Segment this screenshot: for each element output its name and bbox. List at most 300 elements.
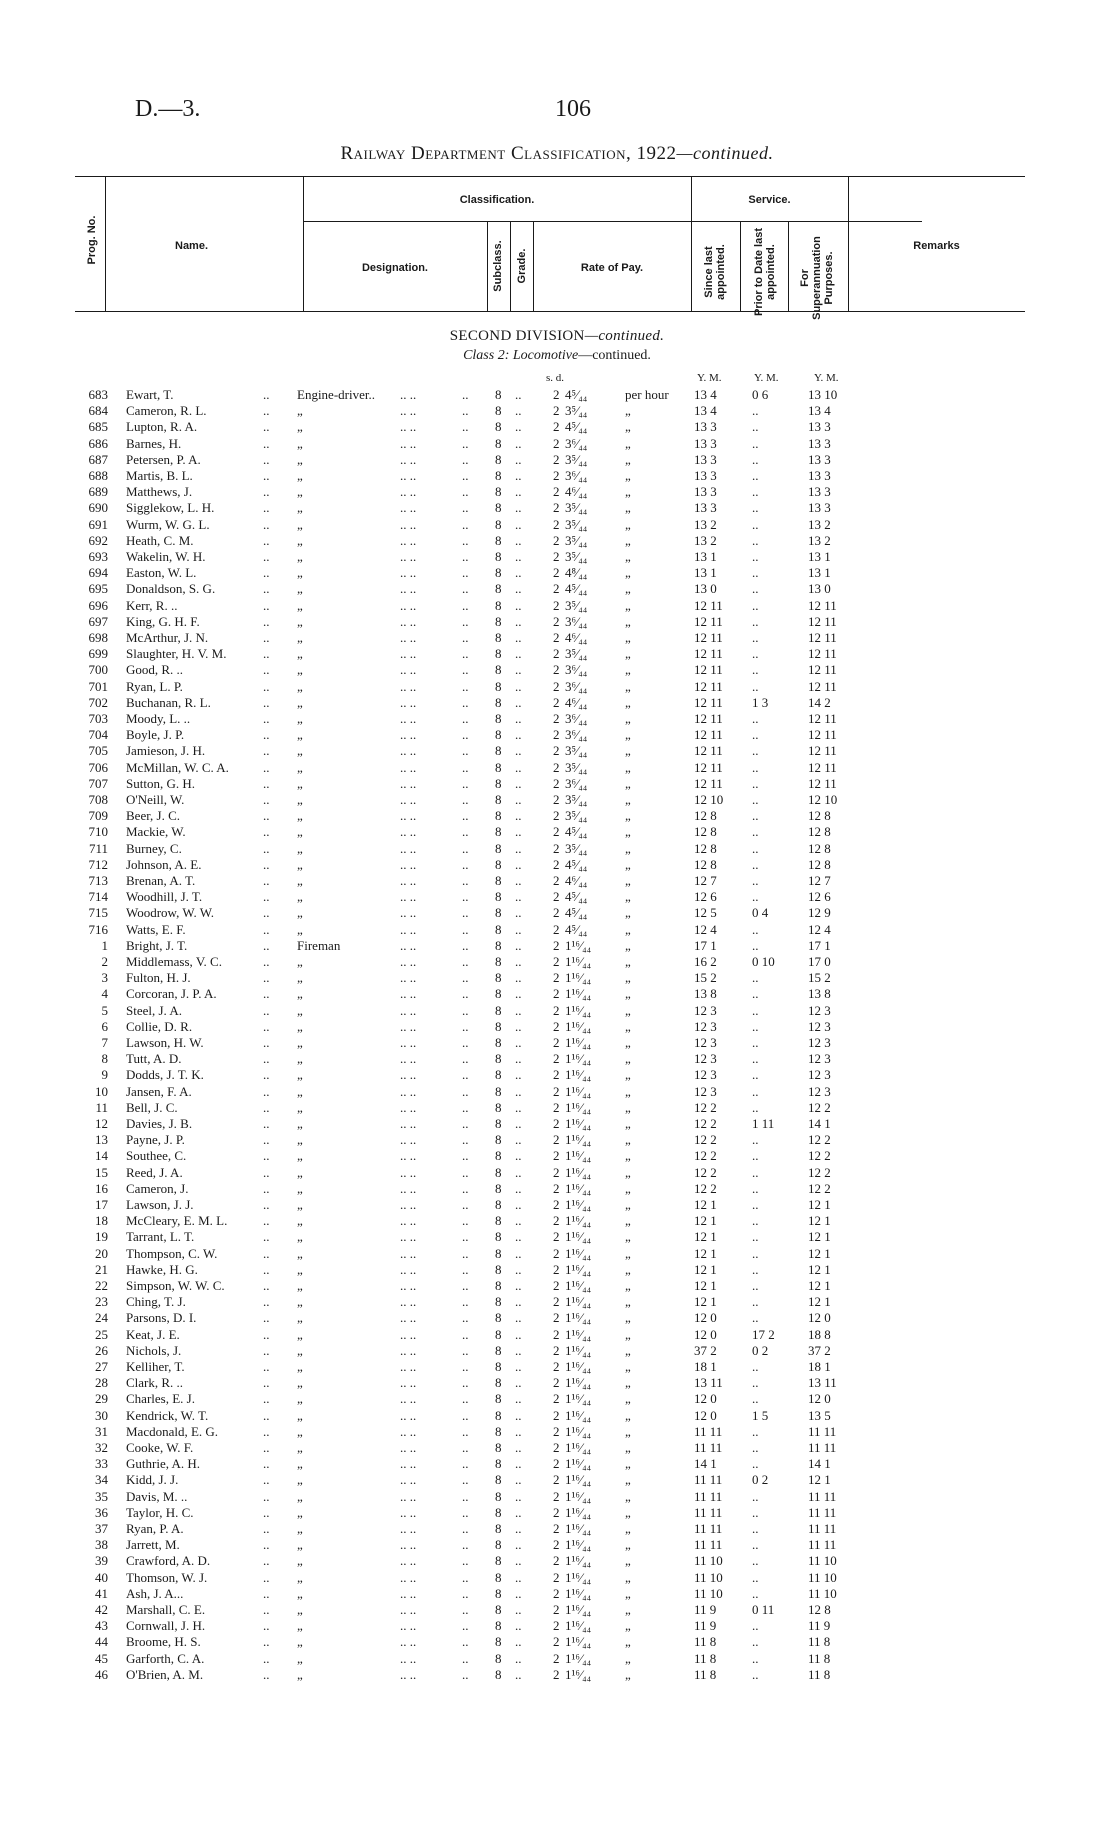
leader-dots: .. .. — [400, 1585, 417, 1601]
prog-no: 27 — [95, 1359, 108, 1374]
rate-unit: „ — [625, 1310, 631, 1326]
leader-dots: .. .. — [400, 468, 417, 483]
leader-dots: .. — [462, 856, 469, 872]
service-superannuation: 12 4 — [808, 921, 831, 937]
employee-name: Sigglekow, L. H. — [126, 500, 215, 516]
leader-dots: .. .. — [400, 1148, 417, 1164]
service-superannuation: 12 2 — [808, 1099, 831, 1115]
subclass: 8 — [495, 565, 502, 581]
leader-dots: .. — [462, 1650, 469, 1666]
service-prior: .. — [752, 1164, 759, 1180]
leader-dots: .. .. — [400, 727, 417, 743]
service-superannuation: 14 2 — [808, 694, 831, 710]
grade: 2 — [553, 387, 560, 402]
prog-no: 7 — [101, 1035, 108, 1050]
service-since-appointed: 12 3 — [694, 1002, 717, 1018]
designation: „ — [297, 435, 303, 451]
employee-name: McArthur, J. N. — [126, 630, 209, 645]
leader-dots: .. — [462, 889, 469, 905]
prog-no: 715 — [88, 905, 108, 921]
rate-of-pay: 1¹⁶⁄₄₄ — [565, 1602, 592, 1617]
leader-dots: .. — [515, 759, 522, 775]
leader-dots: .. — [263, 1537, 270, 1553]
leader-dots: .. — [462, 711, 469, 726]
leader-dots: .. — [263, 549, 270, 564]
grade: 2 — [553, 1229, 560, 1245]
subclass: 8 — [495, 1618, 502, 1634]
designation: „ — [297, 1229, 303, 1245]
prog-no: 35 — [95, 1488, 108, 1504]
service-superannuation: 12 1 — [808, 1197, 831, 1212]
rate-unit: „ — [625, 1456, 631, 1472]
rate-of-pay: 1¹⁶⁄₄₄ — [565, 1440, 592, 1455]
prog-no: 32 — [95, 1440, 108, 1455]
leader-dots: .. — [515, 1375, 522, 1391]
leader-dots: .. — [263, 1132, 270, 1148]
service-prior: .. — [752, 1067, 759, 1083]
leader-dots: .. — [462, 581, 469, 597]
leader-dots: .. .. — [400, 1423, 417, 1439]
rate-unit: „ — [625, 1585, 631, 1601]
rate-of-pay: 1¹⁶⁄₄₄ — [565, 1245, 592, 1261]
leader-dots: .. — [515, 1456, 522, 1472]
employee-name: Ching, T. J. — [126, 1294, 186, 1310]
grade: 2 — [553, 856, 560, 872]
leader-dots: .. — [462, 808, 469, 824]
rate-of-pay: 1¹⁶⁄₄₄ — [565, 1164, 592, 1180]
leader-dots: .. — [515, 1099, 522, 1115]
prog-no: 698 — [88, 630, 108, 645]
leader-dots: .. — [462, 403, 469, 419]
leader-dots: .. .. — [400, 1342, 417, 1358]
table-row — [0, 1310, 1114, 1326]
leader-dots: .. — [263, 808, 270, 824]
leader-dots: .. — [263, 1472, 270, 1488]
grade: 2 — [553, 1472, 560, 1488]
service-since-appointed: 11 11 — [694, 1440, 723, 1455]
leader-dots: .. — [462, 759, 469, 775]
prog-no: 689 — [88, 484, 108, 500]
prog-no: 1 — [101, 937, 108, 953]
designation: Fireman — [297, 937, 341, 953]
service-prior: .. — [752, 840, 759, 856]
leader-dots: .. — [515, 1180, 522, 1196]
service-prior: .. — [752, 1504, 759, 1520]
grade: 2 — [553, 1213, 560, 1229]
grade: 2 — [553, 403, 560, 419]
title-main: Railway Department Classification, 1922 — [340, 143, 677, 164]
employee-name: Hawke, H. G. — [126, 1261, 198, 1277]
subclass: 8 — [495, 1326, 502, 1342]
rate-unit: „ — [625, 1375, 631, 1391]
prog-no: 9 — [101, 1067, 108, 1083]
service-prior: 0 4 — [752, 905, 769, 921]
subclass: 8 — [495, 1407, 502, 1423]
service-prior: .. — [752, 1245, 759, 1261]
rate-of-pay: 1¹⁶⁄₄₄ — [565, 1051, 592, 1067]
table-row — [0, 1570, 1114, 1586]
rate-of-pay: 1¹⁶⁄₄₄ — [565, 1116, 592, 1131]
leader-dots: .. — [515, 1472, 522, 1488]
rate-unit: „ — [625, 792, 631, 807]
table-row — [0, 922, 1114, 938]
service-since-appointed: 13 4 — [694, 387, 717, 402]
subclass: 8 — [495, 678, 502, 694]
leader-dots: .. .. — [400, 662, 417, 678]
table-row — [0, 1424, 1114, 1440]
designation: „ — [297, 873, 303, 888]
employee-name: Cornwall, J. H. — [126, 1618, 206, 1634]
subclass: 8 — [495, 1472, 502, 1488]
table-row — [0, 1327, 1114, 1343]
prog-no: 697 — [88, 613, 108, 629]
rate-unit: „ — [625, 1326, 631, 1342]
leader-dots: .. — [263, 856, 270, 872]
header-classification: Classification. — [459, 194, 535, 206]
leader-dots: .. .. — [400, 630, 417, 645]
service-superannuation: 12 8 — [808, 840, 831, 856]
units-ym-super: Y. M. — [814, 372, 839, 384]
subclass: 8 — [495, 970, 502, 986]
leader-dots: .. — [263, 1116, 270, 1131]
grade: 2 — [553, 1132, 560, 1148]
service-since-appointed: 12 11 — [694, 759, 723, 775]
service-superannuation: 12 7 — [808, 873, 831, 888]
subclass: 8 — [495, 1521, 502, 1536]
grade: 2 — [553, 1440, 560, 1455]
leader-dots: .. — [263, 1375, 270, 1391]
service-superannuation: 13 3 — [808, 500, 831, 516]
service-since-appointed: 12 1 — [694, 1294, 717, 1310]
rate-of-pay: 3⁶⁄₄₄ — [565, 662, 588, 678]
service-prior: .. — [752, 532, 759, 548]
leader-dots: .. — [515, 1148, 522, 1164]
rate-of-pay: 1¹⁶⁄₄₄ — [565, 1375, 592, 1391]
rate-of-pay: 1¹⁶⁄₄₄ — [565, 1342, 592, 1358]
service-since-appointed: 13 1 — [694, 549, 717, 564]
leader-dots: .. — [263, 1504, 270, 1520]
leader-dots: .. — [462, 1472, 469, 1488]
leader-dots: .. .. — [400, 856, 417, 872]
service-superannuation: 17 0 — [808, 954, 831, 969]
rate-of-pay: 3⁵⁄₄₄ — [565, 532, 588, 548]
leader-dots: .. .. — [400, 1180, 417, 1196]
table-row — [0, 679, 1114, 695]
rate-unit: „ — [625, 873, 631, 888]
rate-of-pay: 1¹⁶⁄₄₄ — [565, 970, 592, 986]
service-superannuation: 12 11 — [808, 646, 837, 662]
grade: 2 — [553, 613, 560, 629]
designation: „ — [297, 565, 303, 581]
rate-unit: „ — [625, 549, 631, 564]
units-ym-since: Y. M. — [697, 372, 722, 384]
designation: „ — [297, 581, 303, 597]
service-since-appointed: 17 1 — [694, 937, 717, 953]
leader-dots: .. — [263, 1521, 270, 1536]
service-since-appointed: 12 11 — [694, 727, 723, 743]
service-superannuation: 12 2 — [808, 1132, 831, 1148]
employee-name: Crawford, A. D. — [126, 1553, 211, 1569]
leader-dots: .. — [462, 1326, 469, 1342]
leader-dots: .. .. — [400, 613, 417, 629]
table-row — [0, 1116, 1114, 1132]
service-prior: .. — [752, 1310, 759, 1326]
prog-no: 24 — [95, 1310, 108, 1326]
prog-no: 12 — [95, 1116, 108, 1131]
rate-unit: „ — [625, 516, 631, 532]
rate-of-pay: 4⁶⁄₄₄ — [565, 484, 588, 500]
header-prior-to-date: Prior to Date last appointed. — [753, 227, 777, 317]
prog-no: 38 — [95, 1537, 108, 1553]
grade: 2 — [553, 1083, 560, 1099]
rate-of-pay: 3⁶⁄₄₄ — [565, 678, 588, 694]
subclass: 8 — [495, 387, 502, 402]
service-superannuation: 12 11 — [808, 613, 837, 629]
service-since-appointed: 12 1 — [694, 1278, 717, 1293]
leader-dots: .. — [515, 937, 522, 953]
page-number: 106 — [555, 96, 591, 122]
service-since-appointed: 11 9 — [694, 1618, 717, 1634]
service-prior: .. — [752, 1018, 759, 1034]
designation: „ — [297, 1634, 303, 1650]
grade: 2 — [553, 500, 560, 516]
table-row — [0, 1262, 1114, 1278]
leader-dots: .. — [515, 1585, 522, 1601]
leader-dots: .. — [462, 1488, 469, 1504]
leader-dots: .. — [462, 824, 469, 840]
employee-name: Taylor, H. C. — [126, 1504, 194, 1520]
header-remarks: Remarks — [913, 240, 960, 252]
leader-dots: .. — [263, 1035, 270, 1050]
service-prior: .. — [752, 1051, 759, 1067]
leader-dots: .. — [263, 1213, 270, 1229]
designation: „ — [297, 694, 303, 710]
subclass: 8 — [495, 468, 502, 483]
leader-dots: .. — [263, 840, 270, 856]
col-divider — [510, 221, 511, 312]
service-prior: 0 2 — [752, 1342, 769, 1358]
designation: „ — [297, 1537, 303, 1553]
grade: 2 — [553, 435, 560, 451]
prog-no: 40 — [95, 1569, 108, 1585]
rate-of-pay: 1¹⁶⁄₄₄ — [565, 1423, 592, 1439]
employee-name: Fulton, H. J. — [126, 970, 191, 986]
grade: 2 — [553, 1002, 560, 1018]
service-since-appointed: 12 11 — [694, 597, 723, 613]
leader-dots: .. — [462, 662, 469, 678]
service-prior: .. — [752, 1423, 759, 1439]
service-since-appointed: 12 3 — [694, 1083, 717, 1099]
service-superannuation: 13 2 — [808, 516, 831, 532]
service-since-appointed: 13 8 — [694, 986, 717, 1002]
leader-dots: .. — [515, 387, 522, 402]
rate-unit: „ — [625, 1359, 631, 1374]
leader-dots: .. — [462, 1521, 469, 1536]
col-divider — [740, 221, 741, 312]
grade: 2 — [553, 1391, 560, 1407]
rate-unit: „ — [625, 1391, 631, 1407]
leader-dots: .. — [515, 597, 522, 613]
leader-dots: .. — [263, 516, 270, 532]
rate-of-pay: 1¹⁶⁄₄₄ — [565, 1035, 592, 1050]
rate-of-pay: 3⁶⁄₄₄ — [565, 775, 588, 791]
grade: 2 — [553, 824, 560, 840]
leader-dots: .. — [462, 1083, 469, 1099]
service-since-appointed: 12 8 — [694, 808, 717, 824]
grade: 2 — [553, 905, 560, 921]
prog-no: 19 — [95, 1229, 108, 1245]
service-prior: .. — [752, 1391, 759, 1407]
table-row — [0, 1667, 1114, 1683]
service-prior: .. — [752, 468, 759, 483]
prog-no: 683 — [88, 387, 108, 402]
subclass: 8 — [495, 905, 502, 921]
leader-dots: .. — [462, 775, 469, 791]
leader-dots: .. — [263, 387, 270, 402]
employee-name: Bell, J. C. — [126, 1099, 178, 1115]
service-since-appointed: 11 9 — [694, 1602, 717, 1617]
employee-name: Brenan, A. T. — [126, 873, 196, 888]
leader-dots: .. — [462, 1278, 469, 1293]
subclass: 8 — [495, 630, 502, 645]
subclass: 8 — [495, 1294, 502, 1310]
leader-dots: .. .. — [400, 1391, 417, 1407]
leader-dots: .. — [515, 1488, 522, 1504]
leader-dots: .. — [515, 727, 522, 743]
service-since-appointed: 12 4 — [694, 921, 717, 937]
rate-of-pay: 1¹⁶⁄₄₄ — [565, 1326, 592, 1342]
employee-name: Ryan, P. A. — [126, 1521, 184, 1536]
leader-dots: .. .. — [400, 1456, 417, 1472]
leader-dots: .. — [462, 613, 469, 629]
employee-name: Good, R. .. — [126, 662, 184, 678]
service-since-appointed: 12 0 — [694, 1326, 717, 1342]
rate-unit: „ — [625, 1618, 631, 1634]
subclass: 8 — [495, 516, 502, 532]
employee-name: Ewart, T. — [126, 387, 174, 402]
designation: „ — [297, 662, 303, 678]
leader-dots: .. .. — [400, 1569, 417, 1585]
rate-of-pay: 1¹⁶⁄₄₄ — [565, 1585, 592, 1601]
rate-of-pay: 3⁶⁄₄₄ — [565, 711, 588, 726]
table-row — [0, 1440, 1114, 1456]
prog-no: 701 — [88, 678, 108, 694]
rate-unit: „ — [625, 1197, 631, 1212]
designation: „ — [297, 954, 303, 969]
table-row — [0, 1602, 1114, 1618]
leader-dots: .. — [263, 1618, 270, 1634]
units-sd: s. d. — [546, 372, 565, 384]
leader-dots: .. .. — [400, 921, 417, 937]
designation: „ — [297, 986, 303, 1002]
prog-no: 28 — [95, 1375, 108, 1391]
employee-name: Donaldson, S. G. — [126, 581, 216, 597]
leader-dots: .. — [515, 1537, 522, 1553]
prog-no: 36 — [95, 1504, 108, 1520]
designation: „ — [297, 1278, 303, 1293]
leader-dots: .. — [515, 1634, 522, 1650]
header-name: Name. — [175, 240, 209, 252]
service-since-appointed: 12 7 — [694, 873, 717, 888]
col-divider — [788, 221, 789, 312]
leader-dots: .. — [263, 1164, 270, 1180]
grade: 2 — [553, 921, 560, 937]
leader-dots: .. — [462, 516, 469, 532]
designation: „ — [297, 743, 303, 759]
leader-dots: .. .. — [400, 1650, 417, 1666]
service-since-appointed: 12 11 — [694, 630, 723, 645]
rate-of-pay: 1¹⁶⁄₄₄ — [565, 1213, 592, 1229]
leader-dots: .. .. — [400, 549, 417, 564]
table-row — [0, 484, 1114, 500]
rate-of-pay: 3⁵⁄₄₄ — [565, 840, 588, 856]
leader-dots: .. — [462, 1148, 469, 1164]
employee-name: Middlemass, V. C. — [126, 954, 222, 969]
leader-dots: .. — [263, 1569, 270, 1585]
table-row — [0, 1035, 1114, 1051]
leader-dots: .. — [263, 1666, 270, 1682]
leader-dots: .. — [263, 1488, 270, 1504]
employee-name: Simpson, W. W. C. — [126, 1278, 225, 1293]
leader-dots: .. .. — [400, 1213, 417, 1229]
service-since-appointed: 13 0 — [694, 581, 717, 597]
service-since-appointed: 12 0 — [694, 1310, 717, 1326]
leader-dots: .. — [462, 743, 469, 759]
designation: „ — [297, 1666, 303, 1682]
leader-dots: .. .. — [400, 565, 417, 581]
prog-no: 700 — [88, 662, 108, 678]
leader-dots: .. — [462, 678, 469, 694]
grade: 2 — [553, 1423, 560, 1439]
leader-dots: .. — [462, 1213, 469, 1229]
leader-dots: .. — [263, 889, 270, 905]
designation: „ — [297, 1018, 303, 1034]
leader-dots: .. — [515, 1618, 522, 1634]
service-since-appointed: 12 1 — [694, 1261, 717, 1277]
prog-no: 15 — [95, 1164, 108, 1180]
service-prior: 17 2 — [752, 1326, 775, 1342]
subclass: 8 — [495, 694, 502, 710]
leader-dots: .. .. — [400, 1602, 417, 1617]
service-superannuation: 11 11 — [808, 1504, 837, 1520]
designation: „ — [297, 1067, 303, 1083]
leader-dots: .. — [515, 1164, 522, 1180]
employee-name: Macdonald, E. G. — [126, 1423, 219, 1439]
designation: „ — [297, 1650, 303, 1666]
designation: „ — [297, 1180, 303, 1196]
service-superannuation: 12 11 — [808, 662, 837, 678]
leader-dots: .. — [263, 1585, 270, 1601]
rate-unit: „ — [625, 1488, 631, 1504]
subclass: 8 — [495, 549, 502, 564]
page-title — [0, 143, 1114, 165]
prog-no: 693 — [88, 549, 108, 564]
leader-dots: .. — [462, 419, 469, 435]
designation: „ — [297, 1083, 303, 1099]
service-prior: .. — [752, 970, 759, 986]
employee-name: Davies, J. B. — [126, 1116, 193, 1131]
rate-of-pay: 1¹⁶⁄₄₄ — [565, 1472, 592, 1488]
leader-dots: .. — [263, 435, 270, 451]
leader-dots: .. — [263, 1099, 270, 1115]
leader-dots: .. — [263, 905, 270, 921]
service-prior: .. — [752, 1537, 759, 1553]
leader-dots: .. .. — [400, 824, 417, 840]
service-superannuation: 12 8 — [808, 808, 831, 824]
rate-unit: „ — [625, 889, 631, 905]
leader-dots: .. — [263, 824, 270, 840]
table-row — [0, 403, 1114, 419]
